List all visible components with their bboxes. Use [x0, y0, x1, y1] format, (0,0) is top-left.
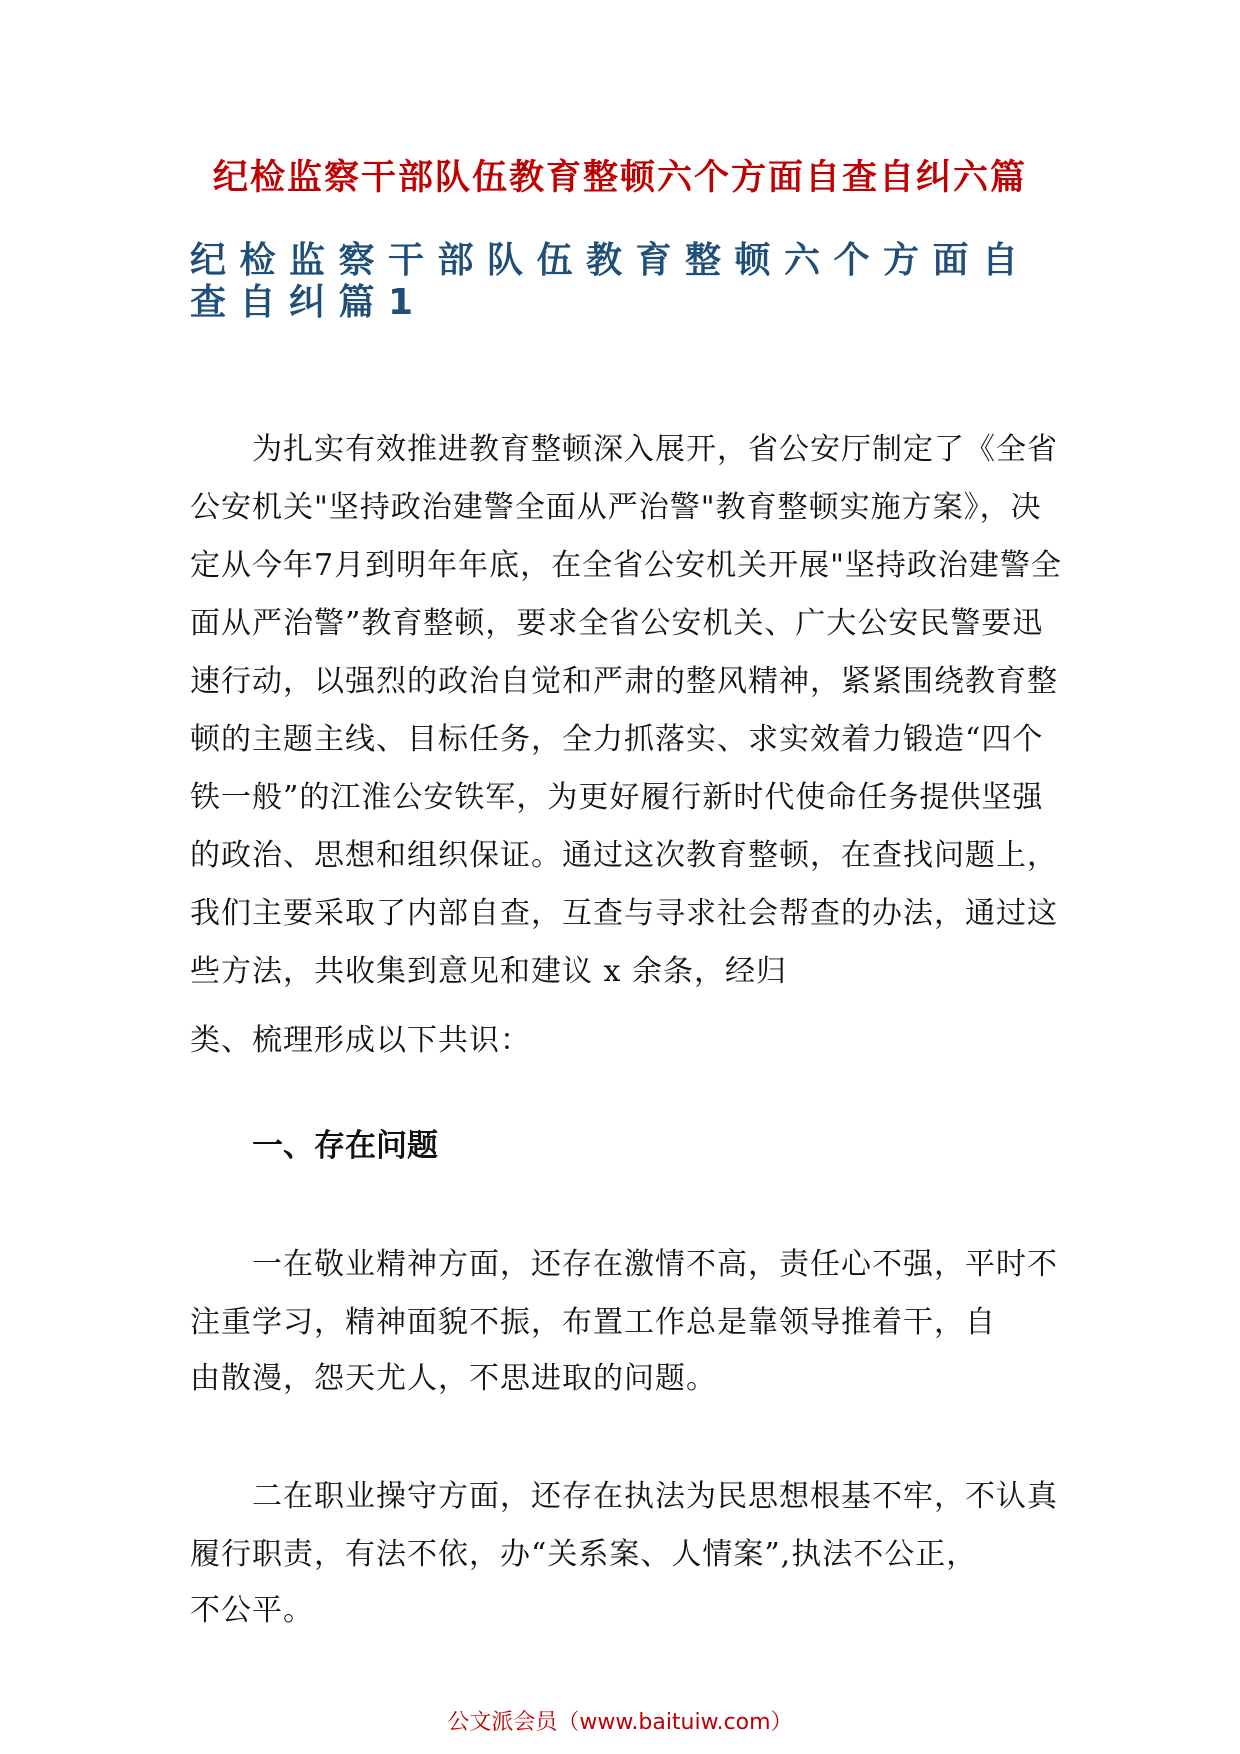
problem-paragraph-1: 一在敬业精神方面，还存在激情不高，责任心不强，平时不注重学习，精神面貌不振，布置工作总是靠领导推着干，自 [190, 1247, 1058, 1340]
problem-paragraph-1-tail: 由散漫，怨天尤人，不思进取的问题。 [190, 1361, 717, 1396]
document-title: 纪检监察干部队伍教育整顿六个方面自查自纠六篇 [212, 158, 1027, 198]
problem-paragraph-2: 二在职业操守方面，还存在执法为民思想根基不牢，不认真履行职责，有法不依，办“关系案、人情案”,执法不公正， [190, 1479, 1058, 1572]
problem-paragraph-2-tail: 不公平。 [190, 1593, 314, 1628]
footer-watermark-link[interactable]: 公文派会员（www.baituiw.com） [447, 1710, 793, 1735]
intro-paragraph: 为扎实有效推进教育整顿深入展开，省公安厅制定了《全省公安机关"坚持政治建警全面从严治警"教育整顿实施方案》，决定从今年7月到明年年底，在全省公安机关开展"坚持政治建警全面从严治警”教育整顿，要求全省公安机关、广大公安民警要迅速行动，以强烈的政治自觉和严肃的整风精神，紧紧围绕教育整顿的主题主线、目标任务，全力抓落实、求实效着力锻造“四个铁一般”的江淮公安铁军，为更好履行新时代使命任务提供坚强的政治、思想和组织保证。通过这次教育整顿，在查找问题上，我们主要采取了内部自查，互查与寻求社会帮查的办法，通过这些方法，共收集到意见和建议 x 余条，经归 [190, 432, 1062, 989]
intro-paragraph-tail: 类、梳理形成以下共识： [190, 1023, 531, 1058]
section-title: 纪检监察干部队伍教育整顿六个方面自查自纠篇1 [190, 240, 1032, 323]
heading-existing-problems: 一、存在问题 [252, 1128, 438, 1164]
